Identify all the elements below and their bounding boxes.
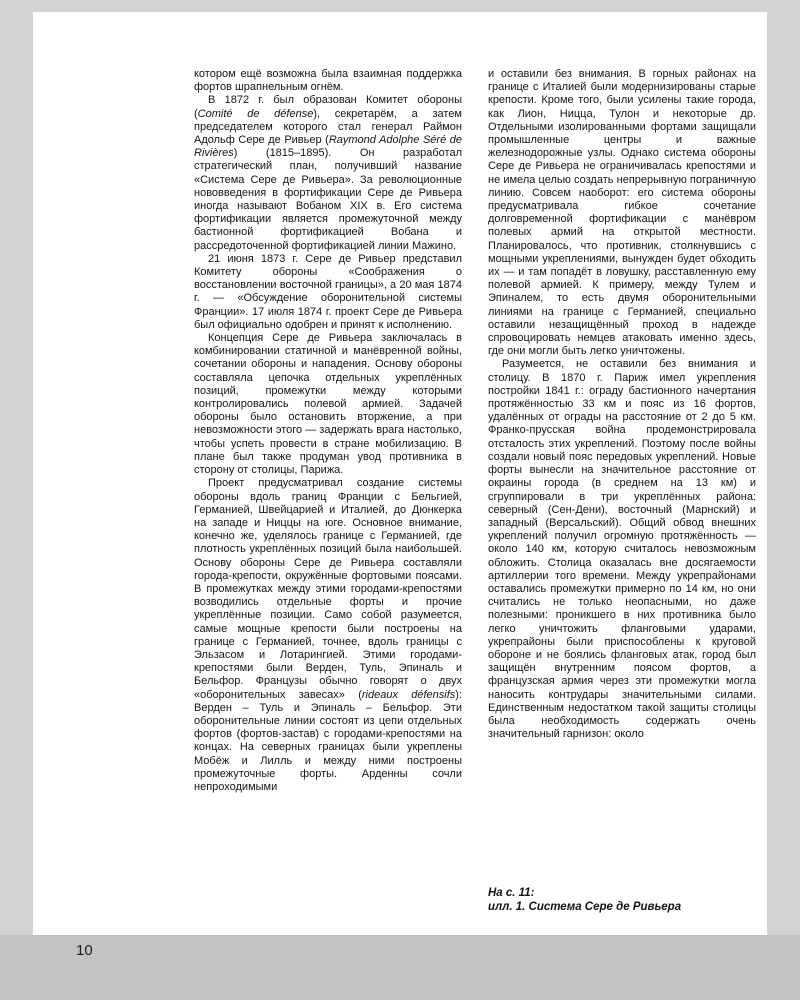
text-run: Разумеется, не оставили без внимания и столицу. В 1870 г. Париж имел укрепления постройки 1841 г.: ограду бастионного начертания протяжённостью 33 км и пояс из 16 фортов, удалённых от ограды на расстояние от 2 до 5 км. Франко-прусская война продемонстрировала отсталость этих укреплений. Поэтому после войны создали новый пояс передовых укреплений. Новые форты вынесли на значительное расстояние от окраины города (в среднем на 13 км) и сгруппировали в три укреплённых района: северный (Сен-Дени), восточный (Марнский) и западный (Версальский). Общий обвод внешних укреплений получил огромную протяжённость — около 140 км, которую считалось невозможным обложить. Столица оказалась вне досягаемости артиллерии того времени. Между укрепрайонами оставались промежутки примерно по 14 км, но они считались не только неопасными, но даже полезными: проникшего в них противника было легко уничтожить фланговыми ударами, укрепрайоны были приспособлены к круговой обороне и не боялись фланговых атак, город был защищён внутренним поясом фортов, а французская армия через эти промежутки могла наносить контрудары значительными силами. Единственным недостатком такой защиты столицы была необходимость содержать очень значительный гарнизон: около [488,358,756,741]
figure-caption-line2: илл. 1. Система Сере де Ривьера [488,901,682,913]
text-run: котором ещё возможна была взаимная поддержка фортов шрапнельным огнём. [194,68,462,94]
paragraph [194,253,462,332]
text-run: rideaux défensifs [361,688,456,701]
text-run: Comité de défense [197,107,314,120]
text-run: В 1872 г. был образован Комитет обороны ( [194,94,462,120]
paragraph [194,477,462,794]
text-run: Raymond Adolphe Séré de Rivières [194,134,462,160]
text-run: ): Верден – Туль и Эпиналь – Бельфор. Эти оборонительные линии состоят из цепи отдельных фортов (фортов-застав) с городами-крепостями на концах. На северных границах были укреплены Мобёж и Лилль и между ними построены промежуточные форты. Арденны сочли непроходимыми [194,688,462,793]
figure-caption-line1: На с. 11: [488,887,535,899]
text-run: и оставили без внимания. В горных районах на границе с Италией были модернизированы старые крепости. Кроме того, были усилены такие города, как Лион, Ницца, Тулон и некоторые др. Отдельными изолированными фортами защищали промышленные центры и важные железнодорожные узлы. Однако система обороны Сере де Ривьера не ограничивалась крепостями и не имела целью создать непрерывную пограничную линию. Совсем наоборот: его система обороны предусматривала гибкое сочетание долговременной фортификации с манёвром полевых армий на открытой местности. Планировалось, что противник, столкнувшись с мощными укреплениями, вынужден будет обходить их — и там попадёт в ловушку, расставленную ему полевой армией. К примеру, между Тулем и Эпиналем, то есть двумя оборонительными линиями на границе с Германией, специально оставили незащищённый проход в надежде спровоцировать немцев атаковать именно здесь, где они могли быть легко уничтожены. [488,68,756,358]
text-run: Концепция Сере де Ривьера заключалась в комбинировании статичной и манёвренной войны, сочетании обороны и нападения. Основу обороны составляла цепочка отдельных укреплённых позиций, промежутки между которыми контролировались полевой армией. Задачей обороны было остановить вторжение, а при невозможности этого — задержать врага настолько, чтобы успеть провести в стране мобилизацию. В плане был также продуман увод противника в сторону от столицы, Парижа. [194,332,462,477]
paragraph [194,332,462,477]
text-columns [194,68,756,864]
page-number: 10 [76,942,93,959]
text-run: Проект предусматривал создание системы обороны вдоль границ Франции с Бельгией, Германией, Швейцарией и Италией, до Дюнкерка на западе и Ниццы на юге. Основное внимание, конечно же, уделялось границе с Германией, где плотность укреплённых позиций была наибольшей. Основу обороны Сере де Ривьера составляли города-крепости, окружённые фортовыми поясами. В промежутках между этими городами-крепостями возводились отдельные форты и прочие укреплённые позиции. Само собой разумеется, самые мощные крепости были построены на границе с Германией, точнее, вдоль границы с Эльзасом и Лотарингией. Этими городами-крепостями были Верден, Туль, Эпиналь и Бельфор. Французы обычно говорят о двух «оборонительных завесах» ( [194,477,462,701]
document-page [33,12,767,935]
paragraph [488,68,756,358]
paragraph [488,358,756,741]
right-column [488,68,756,864]
text-run: 21 июня 1873 г. Сере де Ривьер представил Комитету обороны «Соображения о восстановлении восточной границы», а 20 мая 1874 г. — «Обсуждение оборонительной системы Франции». 17 июля 1874 г. проект Сере де Ривьера был официально одобрен и принят к исполнению. [194,252,462,331]
paragraph [194,94,462,252]
figure-caption [488,886,758,914]
footer-band [0,935,800,1000]
paragraph [194,68,462,94]
text-run: ) (1815–1895). Он разработал стратегический план, получивший название «Система Сере де Ривьера». За революционные нововведения в фортификации Сере де Ривьера иногда называют Вобаном XIX в. Его система фортификации является промежуточной между бастионной фортификацией Вобана и рассредоточенной фортификацией линии Мажино. [194,147,462,252]
left-column [194,68,462,864]
text-run: ), секретарём, а затем председателем которого стал генерал Раймон Адольф Сере де Ривьер ( [194,107,462,147]
